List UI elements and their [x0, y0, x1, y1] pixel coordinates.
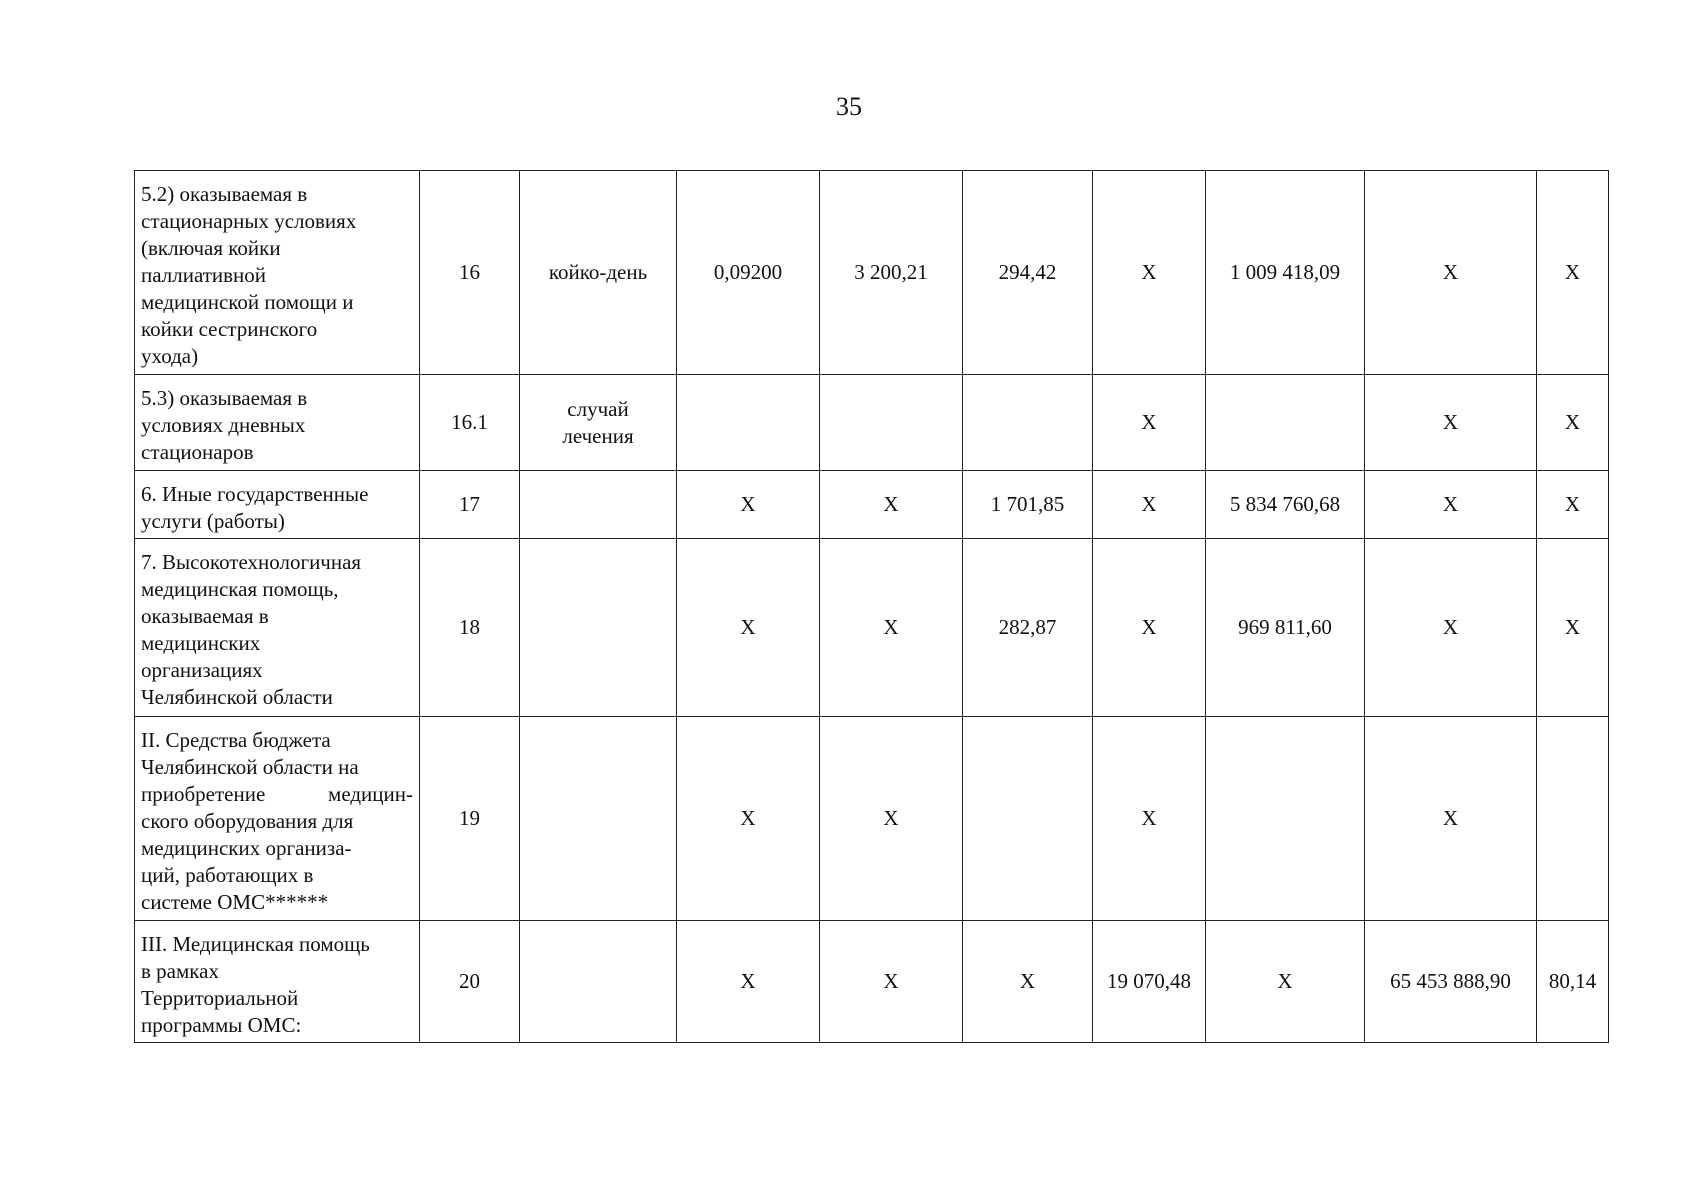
row-name-line: 5.3) оказываемая в — [141, 386, 308, 410]
value-cell: 294,42 — [963, 171, 1093, 375]
row-name-line: II. Средства бюджета — [141, 728, 331, 752]
value-cell — [1206, 375, 1365, 471]
row-name-line: медицинских организа- — [141, 836, 352, 860]
row-unit-cell — [520, 375, 677, 471]
value-cell: X — [1093, 717, 1206, 921]
unit-line: случай — [567, 396, 629, 421]
row-name-line: медицинской помощи и — [141, 290, 354, 314]
row-name-line: организациях — [141, 658, 263, 682]
unit-line: лечения — [562, 423, 634, 448]
value-cell: X — [1537, 539, 1609, 717]
value-cell: 0,09200 — [677, 171, 820, 375]
value-cell: 3 200,21 — [820, 171, 963, 375]
row-name-line: стационарных условиях — [141, 209, 357, 233]
table-row — [135, 539, 1609, 717]
value-cell — [677, 375, 820, 471]
value-cell: X — [1537, 375, 1609, 471]
row-name-line: приобретение медицин- — [141, 782, 413, 806]
row-code-cell: 16.1 — [420, 375, 520, 471]
page-number: 35 — [836, 92, 862, 121]
value-cell: 969 811,60 — [1206, 539, 1365, 717]
row-name-line: III. Медицинская помощь — [141, 932, 370, 956]
row-name-cell — [135, 471, 420, 539]
value-cell: X — [1537, 171, 1609, 375]
value-cell: X — [820, 921, 963, 1043]
row-unit-cell — [520, 717, 677, 921]
row-code-cell: 19 — [420, 717, 520, 921]
value-cell: X — [1365, 717, 1537, 921]
value-cell: X — [677, 539, 820, 717]
row-name-line: паллиативной — [141, 263, 267, 287]
row-name-cell — [135, 717, 420, 921]
table-row — [135, 717, 1609, 921]
unit-line: койко-день — [548, 260, 648, 284]
value-cell: X — [677, 921, 820, 1043]
value-cell: X — [820, 539, 963, 717]
value-cell: X — [1537, 471, 1609, 539]
row-name-line: стационаров — [141, 440, 254, 464]
value-cell: X — [677, 471, 820, 539]
row-name-line: Челябинской области — [141, 685, 333, 709]
row-name-line: программы ОМС: — [141, 1013, 302, 1037]
row-name-line: медицинских — [141, 631, 261, 655]
row-name-line: условиях дневных — [141, 413, 306, 437]
value-cell — [1206, 717, 1365, 921]
row-name-line: системе ОМС****** — [141, 890, 329, 914]
row-name-line: ухода) — [141, 344, 199, 368]
value-cell: X — [1365, 171, 1537, 375]
row-unit-cell — [520, 539, 677, 717]
row-name-line: оказываемая в — [141, 604, 269, 628]
row-name-cell — [135, 171, 420, 375]
value-cell: X — [963, 921, 1093, 1043]
row-name-line: Челябинской области на — [141, 755, 359, 779]
row-name-line: в рамках — [141, 959, 219, 983]
value-cell: 5 834 760,68 — [1206, 471, 1365, 539]
row-name-line: койки сестринского — [141, 317, 318, 341]
row-name-line: 7. Высокотехнологичная — [141, 550, 362, 574]
table-row — [135, 171, 1609, 375]
value-cell: X — [1093, 539, 1206, 717]
value-cell: X — [1206, 921, 1365, 1043]
table-row — [135, 471, 1609, 539]
value-cell: 1 701,85 — [963, 471, 1093, 539]
value-cell — [963, 375, 1093, 471]
value-cell — [963, 717, 1093, 921]
value-cell: 19 070,48 — [1093, 921, 1206, 1043]
value-cell: X — [677, 717, 820, 921]
row-name-line: услуги (работы) — [141, 509, 285, 533]
row-code-cell: 16 — [420, 171, 520, 375]
row-name-cell — [135, 375, 420, 471]
value-cell: X — [1093, 471, 1206, 539]
value-cell: 80,14 — [1537, 921, 1609, 1043]
value-cell: 65 453 888,90 — [1365, 921, 1537, 1043]
row-name-line: ций, работающих в — [141, 863, 314, 887]
row-code-cell: 17 — [420, 471, 520, 539]
value-cell: X — [1365, 539, 1537, 717]
value-cell: 282,87 — [963, 539, 1093, 717]
table-row — [135, 375, 1609, 471]
value-cell: 1 009 418,09 — [1206, 171, 1365, 375]
row-name-line: (включая койки — [141, 236, 281, 260]
row-code-cell: 18 — [420, 539, 520, 717]
value-cell — [820, 375, 963, 471]
value-cell: X — [820, 471, 963, 539]
row-name-line: медицинская помощь, — [141, 577, 339, 601]
value-cell: X — [820, 717, 963, 921]
value-cell: X — [1365, 471, 1537, 539]
row-unit-cell — [520, 471, 677, 539]
row-name-line: 5.2) оказываемая в — [141, 182, 308, 206]
data-table — [134, 170, 1609, 1043]
table-row — [135, 921, 1609, 1043]
row-unit-cell — [520, 921, 677, 1043]
row-name-cell — [135, 921, 420, 1043]
row-name-cell — [135, 539, 420, 717]
row-name-line: Территориальной — [141, 986, 299, 1010]
row-code-cell: 20 — [420, 921, 520, 1043]
row-name-line: ского оборудования для — [141, 809, 354, 833]
value-cell: X — [1365, 375, 1537, 471]
value-cell — [1537, 717, 1609, 921]
row-unit-cell — [520, 171, 677, 375]
row-name-line: 6. Иные государственные — [141, 482, 369, 506]
value-cell: X — [1093, 375, 1206, 471]
value-cell: X — [1093, 171, 1206, 375]
